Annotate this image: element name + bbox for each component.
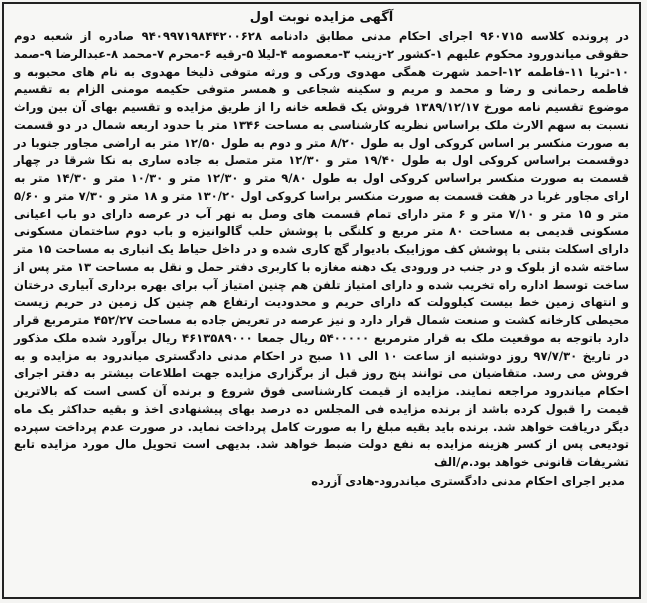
- notice-signature: مدیر اجرای احکام مدنی دادگستری میاندرود-هادی آزرده: [311, 473, 625, 488]
- notice-frame: [2, 2, 641, 599]
- notice-body: در پرونده کلاسه ۹۶۰۷۱۵ اجرای احکام مدنی مطابق دادنامه ۹۴۰۹۹۷۱۹۸۴۴۲۰۰۶۲۸ صادره از شعبه دوم حقوقی میاندورود محکوم علیهم ۱-کشور ۲-زینب ۳-معصومه ۴-لیلا ۵-رقیه ۶-محرم ۷-محمد ۸-عبدالرضا ۹-صمد ۱۰-ثریا ۱۱-فاطمه ۱۲-احمد شهرت همگی مهدوی ورکی و ورثه متوفی ذلیخا مهدوی به نام های محبوبه و فاطمه رحمانی و رضا و محمد و مریم و سکینه شجاعی و همسر متوفی حکیمه مومنی الزام به تقسیم موضوع تقسیم نامه مورخ ۱۳۸۹/۱۲/۱۷ فروش یک قطعه خانه را از طریق مزایده و تقسیم بهای آن بین وراث نسبت به سهم الارث ملک براساس نظریه کارشناسی به مساحت ۱۳۴۶ متر با حدود اربعه شمال در دو قسمت به صورت منکسر بر اساس کروکی اول به طول ۸/۲۰ متر و دوم به طول ۱۲/۵۰ متر به اراضی مجاور جنوبا در دوقسمت براساس کروکی اول به طول ۱۹/۴۰ متر و ۱۲/۳۰ متر متصل به جاده ساری به نکا شرقا در چهار قسمت به صورت منکسر براساس کروکی اول به طول ۹/۸۰ متر و ۱۲/۳۰ متر و ۱۰/۳۰ متر و ۱۴/۳۰ متر به ارای مجاور غربا در هفت قسمت به صورت منکسر براسا کروکی اول ۱۳۰/۲۰ متر و ۱۸ متر و ۷/۳۰ متر و ۵/۶۰ متر و ۱۵ متر و ۷/۱۰ متر و ۶ متر دارای تمام قسمت های وصل به نهر آب در عرصه دارای دو باب اعیانی مسکونی قدیمی به مساحت ۸۰ متر مربع و کلنگی با پوشش حلب گالوانیزه و باب دوم ساختمان مسکونی دارای اسکلت بتنی با پوشش کف موزاییک بادیوار گچ کاری شده و در داخل حیاط یک انباری به مساحت ۱۵ متر ساخته شده از بلوک و در جنب در ورودی یک دهنه مغازه با کاربری دفتر حمل و نقل به مساحت ۱۳ متر پس از ساخت توسط اداره راه تخریب شده و دارای امتیاز تلفن هم چنین امتیاز آب برای بهره برداری آبیاری درختان و انتهای زمین خط بیست کیلوولت که دارای حریم و محدودیت ارتفاع هم چنین کل زمین در حریم زیست محیطی کارخانه کشت و صنعت شمال قرار دارد و نیز عرصه در تعریض جاده به مساحت ۴۵۲/۲۷ مترمربع قرار دارد باتوجه به موقعیت ملک به قرار مترمربع ۵۴۰۰۰۰۰ ریال جمعا ۴۶۱۳۵۸۹۰۰۰ ریال برآورد شده ملک مذکور در تاریخ ۹۷/۷/۳۰ روز دوشنبه از ساعت ۱۰ الی ۱۱ صبح در احکام مدنی دادگستری میاندرود به مزایده و به فروش می رسد. متقاضیان می توانند پنج روز قبل از برگزاری مزایده جهت اطلاعات بیشتر به دفتر اجرای احکام میاندرود مراجعه نمایند. مزایده از قیمت کارشناسی فوق شروع و برنده آن کسی است که بالاترین قیمت را قبول کرده باشد از برنده مزایده فی المجلس ده درصد بهای پیشنهادی اخذ و بقیه حداکثر یک ماه دیگر دریافت خواهد شد. برنده باید بقیه مبلغ را به صورت کامل پرداخت نماید. در صورت عدم پرداخت سپرده تودیعی پس از کسر هزینه مزایده به نفع دولت ضبط خواهد شد. بدیهی است تحویل مال مورد مزایده تابع تشریفات قانونی خواهد بود.م/الف: [14, 29, 630, 469]
- notice-title: آگهی مزایده نوبت اول: [249, 10, 394, 25]
